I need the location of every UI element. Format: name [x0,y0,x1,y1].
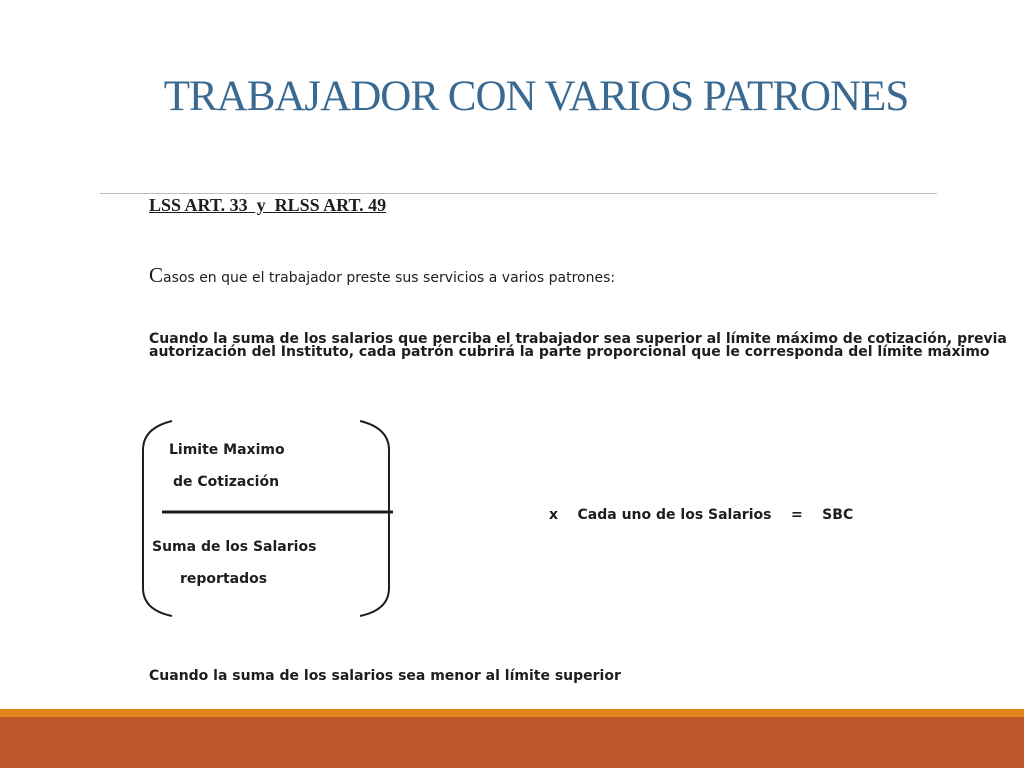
left-parenthesis [143,421,172,616]
formula-numerator-line2: de Cotización [173,474,280,490]
law-reference: LSS ART. 33 y RLSS ART. 49 [149,195,387,215]
bottom-text: Cuando la suma de los salarios sea menor al límite superior [149,668,621,684]
formula-denominator-line1: Suma de los Salarios [152,539,317,555]
formula-denominator-line2: reportados [180,571,268,587]
formula-equation: x Cada uno de los Salarios = SBC [549,507,854,523]
footer-band [0,717,1024,768]
intro-rest: asos en que el trabajador preste sus servicios a varios patrones: [163,270,616,286]
rule-paragraph: Cuando la suma de los salarios que perciba el trabajador sea superior al límite máximo de cotización, previa autorización del Instituto, cada patrón cubrirá la parte proporcional que le corresponda del límite máximo [149,331,1007,360]
formula-numerator-line1: Limite Maximo [169,442,285,458]
footer-band-stripe [0,709,1024,717]
right-parenthesis [360,421,389,616]
slide-title: TRABAJADOR CON VARIOS PATRONES [163,73,909,120]
intro-initial: C [149,263,164,287]
